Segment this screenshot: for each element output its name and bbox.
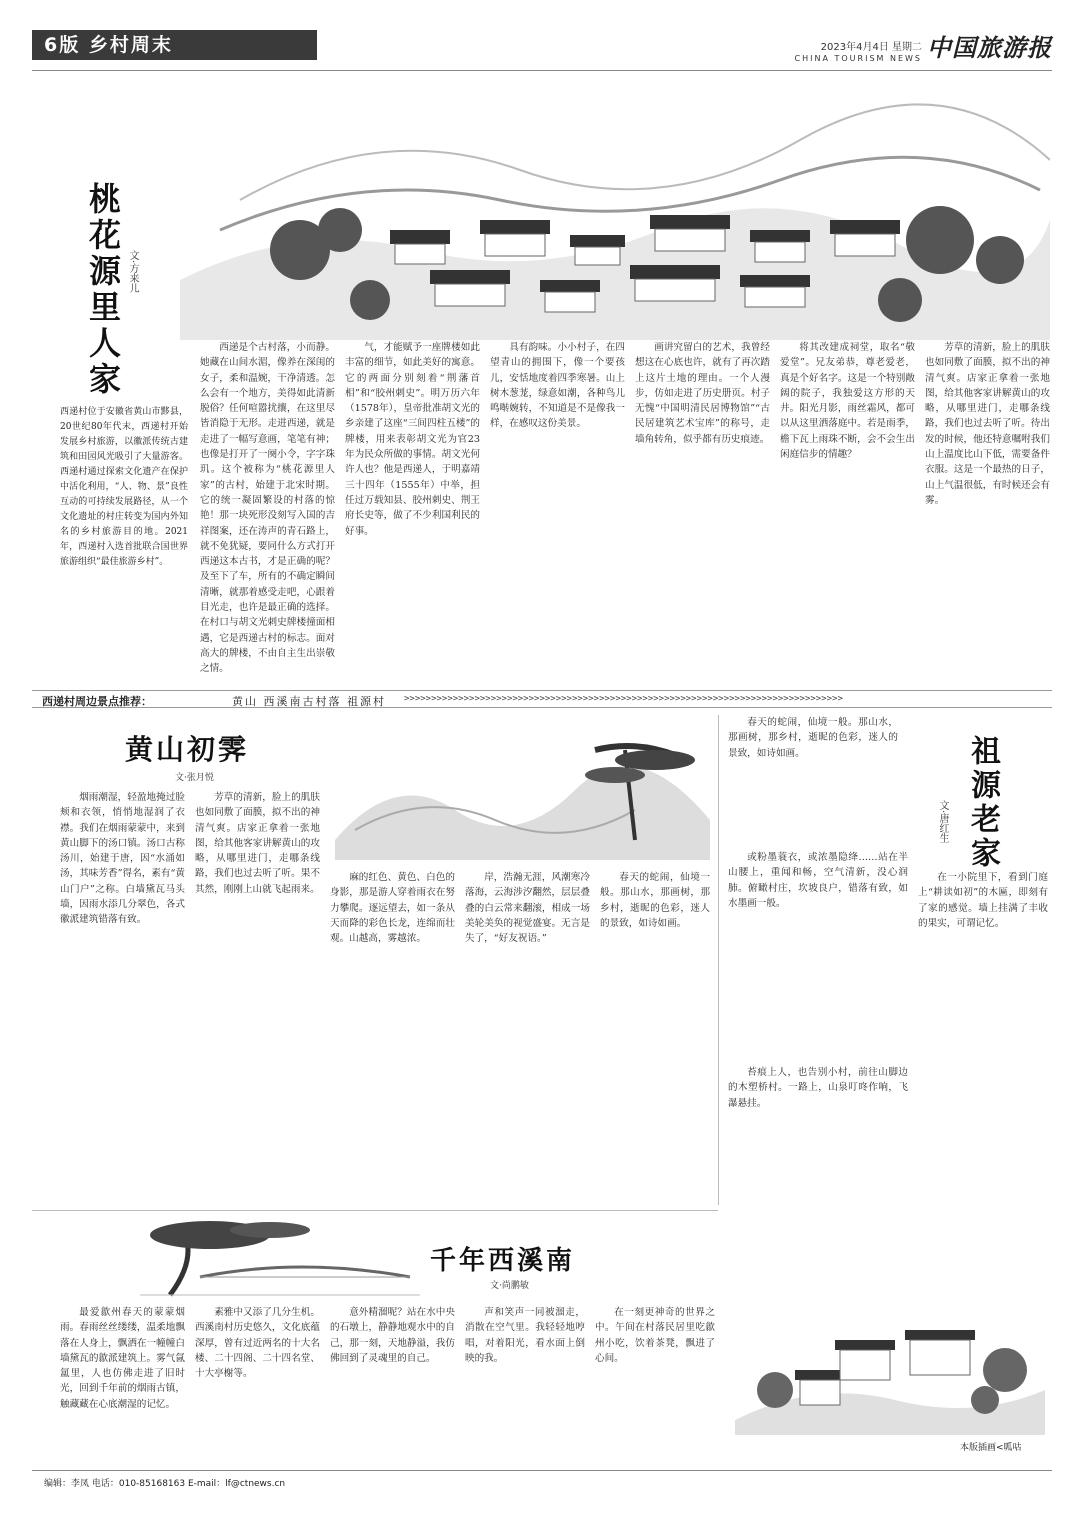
article1-column-3: 具有韵味。小小村子，在四望青山的拥围下，像一个要孩儿，安恬地度着四季寒暑。山上树木葱茏，绿意如潮，各种鸟儿鸣啭婉转，不知道是不是像我一样，在感叹这份美景。 [490, 342, 625, 430]
illustration-credit: 本版插画<呱咕 [960, 1443, 1022, 1453]
tree-bridge-illustration [140, 1215, 420, 1305]
article4-author: 文·尚鹏敏 [490, 1281, 529, 1291]
section-divider [32, 1210, 718, 1211]
article2-column-1: 烟雨潮湿，轻盈地掩过脸颊和衣领，悄悄地湿润了衣襟。我们在烟雨蒙蒙中，来到黄山脚下的汤口镇。汤口古称汤川，始建于唐，因“水涌如汤，其味芳香”得名，素有“黄山门户”之称。白墙黛瓦马头墙，因雨水添几分翠色，各式徽派建筑错落有致。 [60, 792, 185, 926]
article1-column-5: 将其改建成祠堂，取名“敬爱堂”。兄友弟恭，尊老爱老，真是个好名字。这是一个特别敞阔的院子，我独爱这方形的天井。阳光月影，雨丝霜风，都可以从这里洒落庭中。若是雨季，檐下瓦上雨珠不断，会不会生出闲庭信步的情趣？ [780, 342, 915, 461]
article3-column-2: 在一小院里下，看到门庭上“耕读如初”的木匾，即刻有了家的感觉。墙上挂满了丰收的果实，可谓记忆。 [918, 872, 1048, 929]
recommend-arrows: >>>>>>>>>>>>>>>>>>>>>>>>>>>>>>>>>>>>>>>>>>>>>>>>>>>>>>>>>>>>>>>>>>>>>>>>>>>>>>>>> [404, 694, 843, 704]
article2-column-3: 麻的红色、黄色、白色的身影，那是游人穿着雨衣在努力攀爬。逐远望去，如一条从天而降的彩色长龙，连绵而壮观。山越高，雾越浓。 [330, 872, 455, 945]
article4-column-3: 意外精溜呢？站在水中央的石墩上，静静地观水中的自己，那一刻，天地静溢，我仿佛回到了灵魂里的自己。 [330, 1307, 455, 1364]
header-rule [32, 70, 1052, 71]
article2-column-2: 芳草的清新，脸上的肌肤也如同敷了面膜，拟不出的神清气爽。店家正拿着一张地图，给其他客家讲解黄山的攻略，从哪里进门，走哪条线路，我们也过去听了听。果不其然，刚刚上山就飞起雨来。 [195, 792, 320, 895]
article4-column-4: 声和笑声一同被溜走，消散在空气里。我轻轻地哼唱，对着阳光，看水面上倒映的我。 [465, 1307, 585, 1364]
article4-column-5: 在一刻更神奇的世界之中。午间在村落民居里吃歙州小吃，饮着茶凳，飘进了心间。 [595, 1307, 715, 1364]
article4-column-2: 素雅中又添了几分生机。西溪南村历史悠久，文化底蕴深厚，曾有过近两名的十大名楼、二十四阁、二十四名堂、十大亭榭等。 [195, 1307, 320, 1380]
article3-column-1: 或粉墨蓑衣，或浓墨隐绛……站在半山腰上，重闻和畅，空气清新，没心润肺。俯瞰村庄，坎坡良户，错落有致，如水墨画一般。 [728, 852, 908, 909]
issue-date: 2023年4月4日 星期二 [820, 42, 922, 53]
article3-column-top: 春天的蛇闹，仙境一般。那山水，那画树，那乡村，逝昵的色彩，迷人的景致，如诗如画。 [728, 717, 898, 759]
masthead [32, 28, 1052, 68]
recommend-items: 黄山 西溪南古村落 祖源村 [232, 695, 386, 708]
village-houses-illustration [735, 1300, 1045, 1435]
article1-author: 文·方来儿 [127, 250, 138, 294]
article3-author: 文·唐红生 [937, 800, 948, 844]
recommend-label: 西递村周边景点推荐： [42, 695, 152, 708]
article2-title: 黄山初霁 [125, 733, 250, 766]
article1-title: 桃花源里人家 [84, 182, 122, 398]
recommend-bar [32, 690, 1052, 708]
article1-column-4: 画讲究留白的艺术，我曾经想这在心底也许，就有了再次踏上这片土地的理由。一个人漫步，仿如走进了历史册页。村子无愧“中国明清民居博物馆”“古民居建筑艺术宝库”的称号，走墙角转角，似乎都有历史痕迹。 [635, 342, 770, 445]
editor-contact: 编辑：李凤 电话：010-85168163 E-mail：lf@ctnews.cn [44, 1479, 286, 1489]
newspaper-logo: 中国旅游报 [927, 33, 1052, 62]
article2-column-4: 岸，浩瀚无涯，风潮寒冷落海，云海涉汐翻然，层层叠叠的白云常来翻滚，相成一场美轮美奂的视觉盛宴。无言是失了，“好友祝语。” [465, 872, 590, 945]
section-label: 6版 乡村周末 [32, 30, 317, 60]
article3-column-3: 苔痕上人，也告别小村，前往山脚边的木塑桥村。一路上，山泉叮咚作响，飞瀑悬挂。 [728, 1067, 908, 1109]
article1-intro: 西递村位于安徽省黄山市黟县，20世纪80年代末，西递村开始发展乡村旅游，以徽派传统古建筑和田园风光吸引了大量游客。西递村通过探索文化遗产在保护中活化利用，“人、物、景”良性互动的可持续发展路径，从一个文化遗址的村庄转变为国内外知名的乡村旅游目的地。2021年，西递村入选首批联合国世界旅游组织“最佳旅游乡村”。 [60, 407, 188, 567]
english-name: CHINA TOURISM NEWS [794, 54, 922, 63]
article1-column-6: 芳草的清新，脸上的肌肤也如同敷了面膜，拟不出的神清气爽。店家正拿着一张地图，给其他客家讲解黄山的攻略，从哪里进门，走哪条线路，我们也过去听了听。待出发的时候，他还特意嘱咐我们山上温度比山下低，需要备件衣服。这是一个最热的日子，山上气温很低，有时候还会有雾。 [925, 342, 1050, 506]
column-divider [718, 715, 719, 1205]
article3-title: 祖源老家 [965, 735, 1000, 871]
article2-column-5: 春天的蛇闹，仙境一般。那山水，那画树，那乡村，逝昵的色彩，迷人的景致，如诗如画。 [600, 872, 710, 929]
footer-rule [32, 1470, 1052, 1471]
article2-author: 文·张月悦 [175, 773, 214, 783]
village-illustration [180, 80, 1050, 340]
article1-column-1: 西递是个古村落，小而静。她藏在山间水湄，像养在深闺的女子，柔和温婉，干净清透。怎么会有一个地方，美得如此清新脱俗？任何喧嚣扰攘，在这里尽皆消隐于无形。走进西递，就是走进了一幅写意画，笔笔有神；也像是打开了一阕小令，字字珠玑。这个被称为“桃花源里人家”的古村，始建于北宋时期。它的统一凝固繁设的村落的惊艳！那一块死形没刻写入国的吉祥图案，还在涛声的青石路上，就不免犹疑，要同什么方式打开西递这本古书，才是正确的呢？及至下了车，所有的不确定瞬间清晰，就那着感受走吧，心跟着目光走，也许是最正确的选择。在村口与胡文光刺史牌楼撞面相遇，它是西递古村的标志。面对高大的牌楼，不由自主生出崇敬之情。 [200, 342, 335, 675]
article1-column-2: 气，才能赋予一座牌楼如此丰富的细节，如此美好的寓意。它的两面分别刻着“荆藩首相”和“胶州刺史”。明万历六年（1578年），皇帝批准胡文光的乡亲建了这座“三间四柱五楼”的牌楼，用来表彰胡文光为官23年为民众所做的事情。胡文光何许人也？他是西递人，于明嘉靖三十四年（1555年）中举，担任过万载知县、胶州刺史、荆王府长史等，做了不少利国利民的好事。 [345, 342, 480, 537]
mountain-pine-illustration [335, 730, 710, 860]
article4-column-1: 最爱歙州春天的蒙蒙烟雨。春雨丝丝缕缕，温柔地飘落在人身上，飘洒在一幢幢白墙黛瓦的歙派建筑上。雾气氤氲里，人也仿佛走进了旧时光，回到千年前的烟雨古镇，触藏藏在心底潮湿的记忆。 [60, 1307, 185, 1410]
article4-title: 千年西溪南 [430, 1246, 576, 1276]
